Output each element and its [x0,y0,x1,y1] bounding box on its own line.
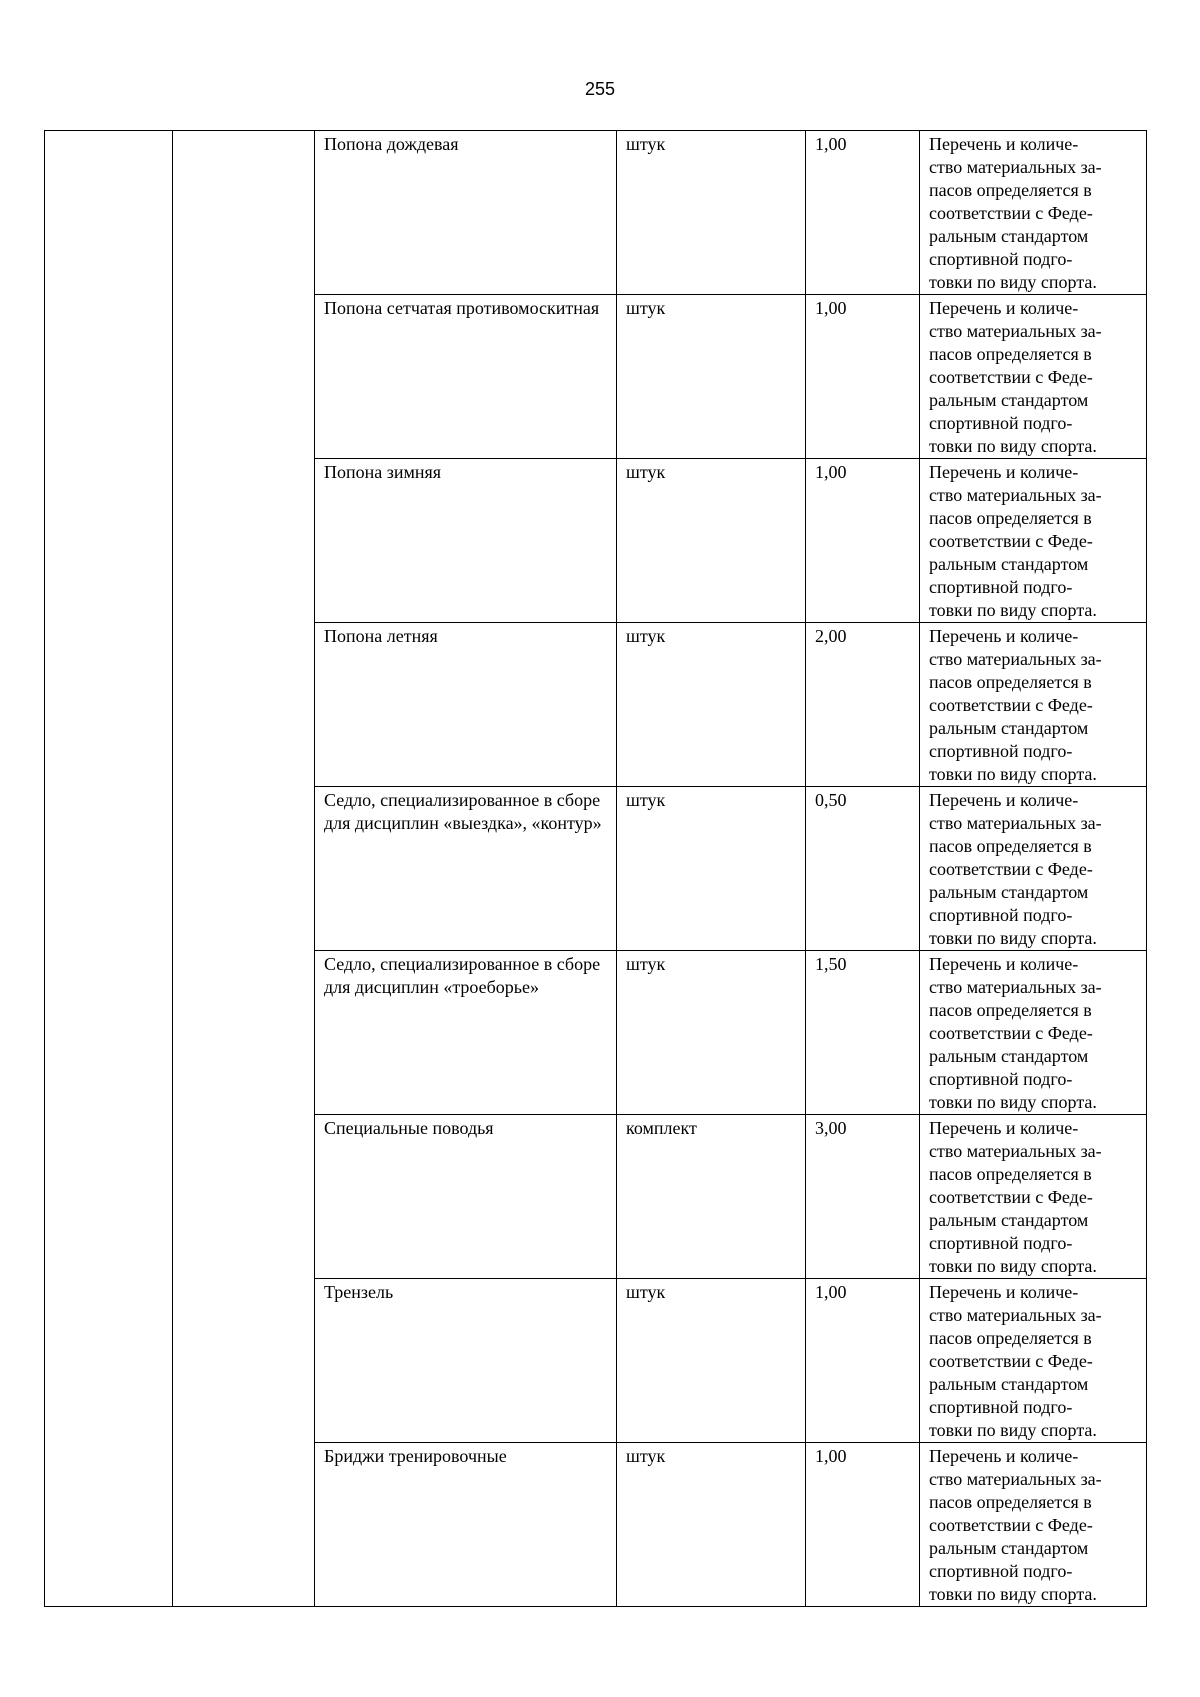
item-unit: штук [617,1443,806,1607]
item-unit: штук [617,459,806,623]
item-quantity: 1,00 [806,459,920,623]
item-note: Перечень и количе- ство материальных за- пасов определяется в соответствии с Феде- ральным стандартом спортивной подго- товки по виду спорта. [920,1115,1147,1279]
item-name: Бриджи тренировочные [315,1443,617,1607]
item-quantity: 1,00 [806,295,920,459]
item-note: Перечень и количе- ство материальных за- пасов определяется в соответствии с Феде- ральным стандартом спортивной подго- товки по виду спорта. [920,459,1147,623]
item-quantity: 1,00 [806,1279,920,1443]
item-unit: штук [617,131,806,295]
item-quantity: 1,00 [806,1443,920,1607]
item-quantity: 0,50 [806,787,920,951]
item-unit: штук [617,951,806,1115]
item-unit: штук [617,623,806,787]
item-name: Попона зимняя [315,459,617,623]
item-quantity: 1,00 [806,131,920,295]
page-number: 255 [584,79,616,99]
item-name: Специальные поводья [315,1115,617,1279]
item-unit: штук [617,295,806,459]
item-unit: штук [617,1279,806,1443]
item-quantity: 3,00 [806,1115,920,1279]
materials-table [44,130,1147,1607]
item-name: Трензель [315,1279,617,1443]
item-name: Попона летняя [315,623,617,787]
item-note: Перечень и количе- ство материальных за- пасов определяется в соответствии с Феде- ральным стандартом спортивной подго- товки по виду спорта. [920,1279,1147,1443]
item-note: Перечень и количе- ство материальных за- пасов определяется в соответствии с Феде- ральным стандартом спортивной подго- товки по виду спорта. [920,623,1147,787]
item-name: Седло, специализированное в сборе для дисциплин «троеборье» [315,951,617,1115]
item-name: Попона сетчатая противомоскитная [315,295,617,459]
item-note: Перечень и количе- ство материальных за- пасов определяется в соответствии с Феде- ральным стандартом спортивной подго- товки по виду спорта. [920,295,1147,459]
item-note: Перечень и количе- ство материальных за- пасов определяется в соответствии с Феде- ральным стандартом спортивной подго- товки по виду спорта. [920,951,1147,1115]
item-name: Попона дождевая [315,131,617,295]
item-unit: штук [617,787,806,951]
item-note: Перечень и количе- ство материальных за- пасов определяется в соответствии с Феде- ральным стандартом спортивной подго- товки по виду спорта. [920,1443,1147,1607]
item-note: Перечень и количе- ство материальных за- пасов определяется в соответствии с Феде- ральным стандартом спортивной подго- товки по виду спорта. [920,131,1147,295]
item-name: Седло, специализированное в сборе для дисциплин «выездка», «контур» [315,787,617,951]
merged-cell-1 [45,131,173,1607]
merged-cell-2 [173,131,315,1607]
item-note: Перечень и количе- ство материальных за- пасов определяется в соответствии с Феде- ральным стандартом спортивной подго- товки по виду спорта. [920,787,1147,951]
table-row [45,131,1147,295]
item-quantity: 1,50 [806,951,920,1115]
item-quantity: 2,00 [806,623,920,787]
item-unit: комплект [617,1115,806,1279]
